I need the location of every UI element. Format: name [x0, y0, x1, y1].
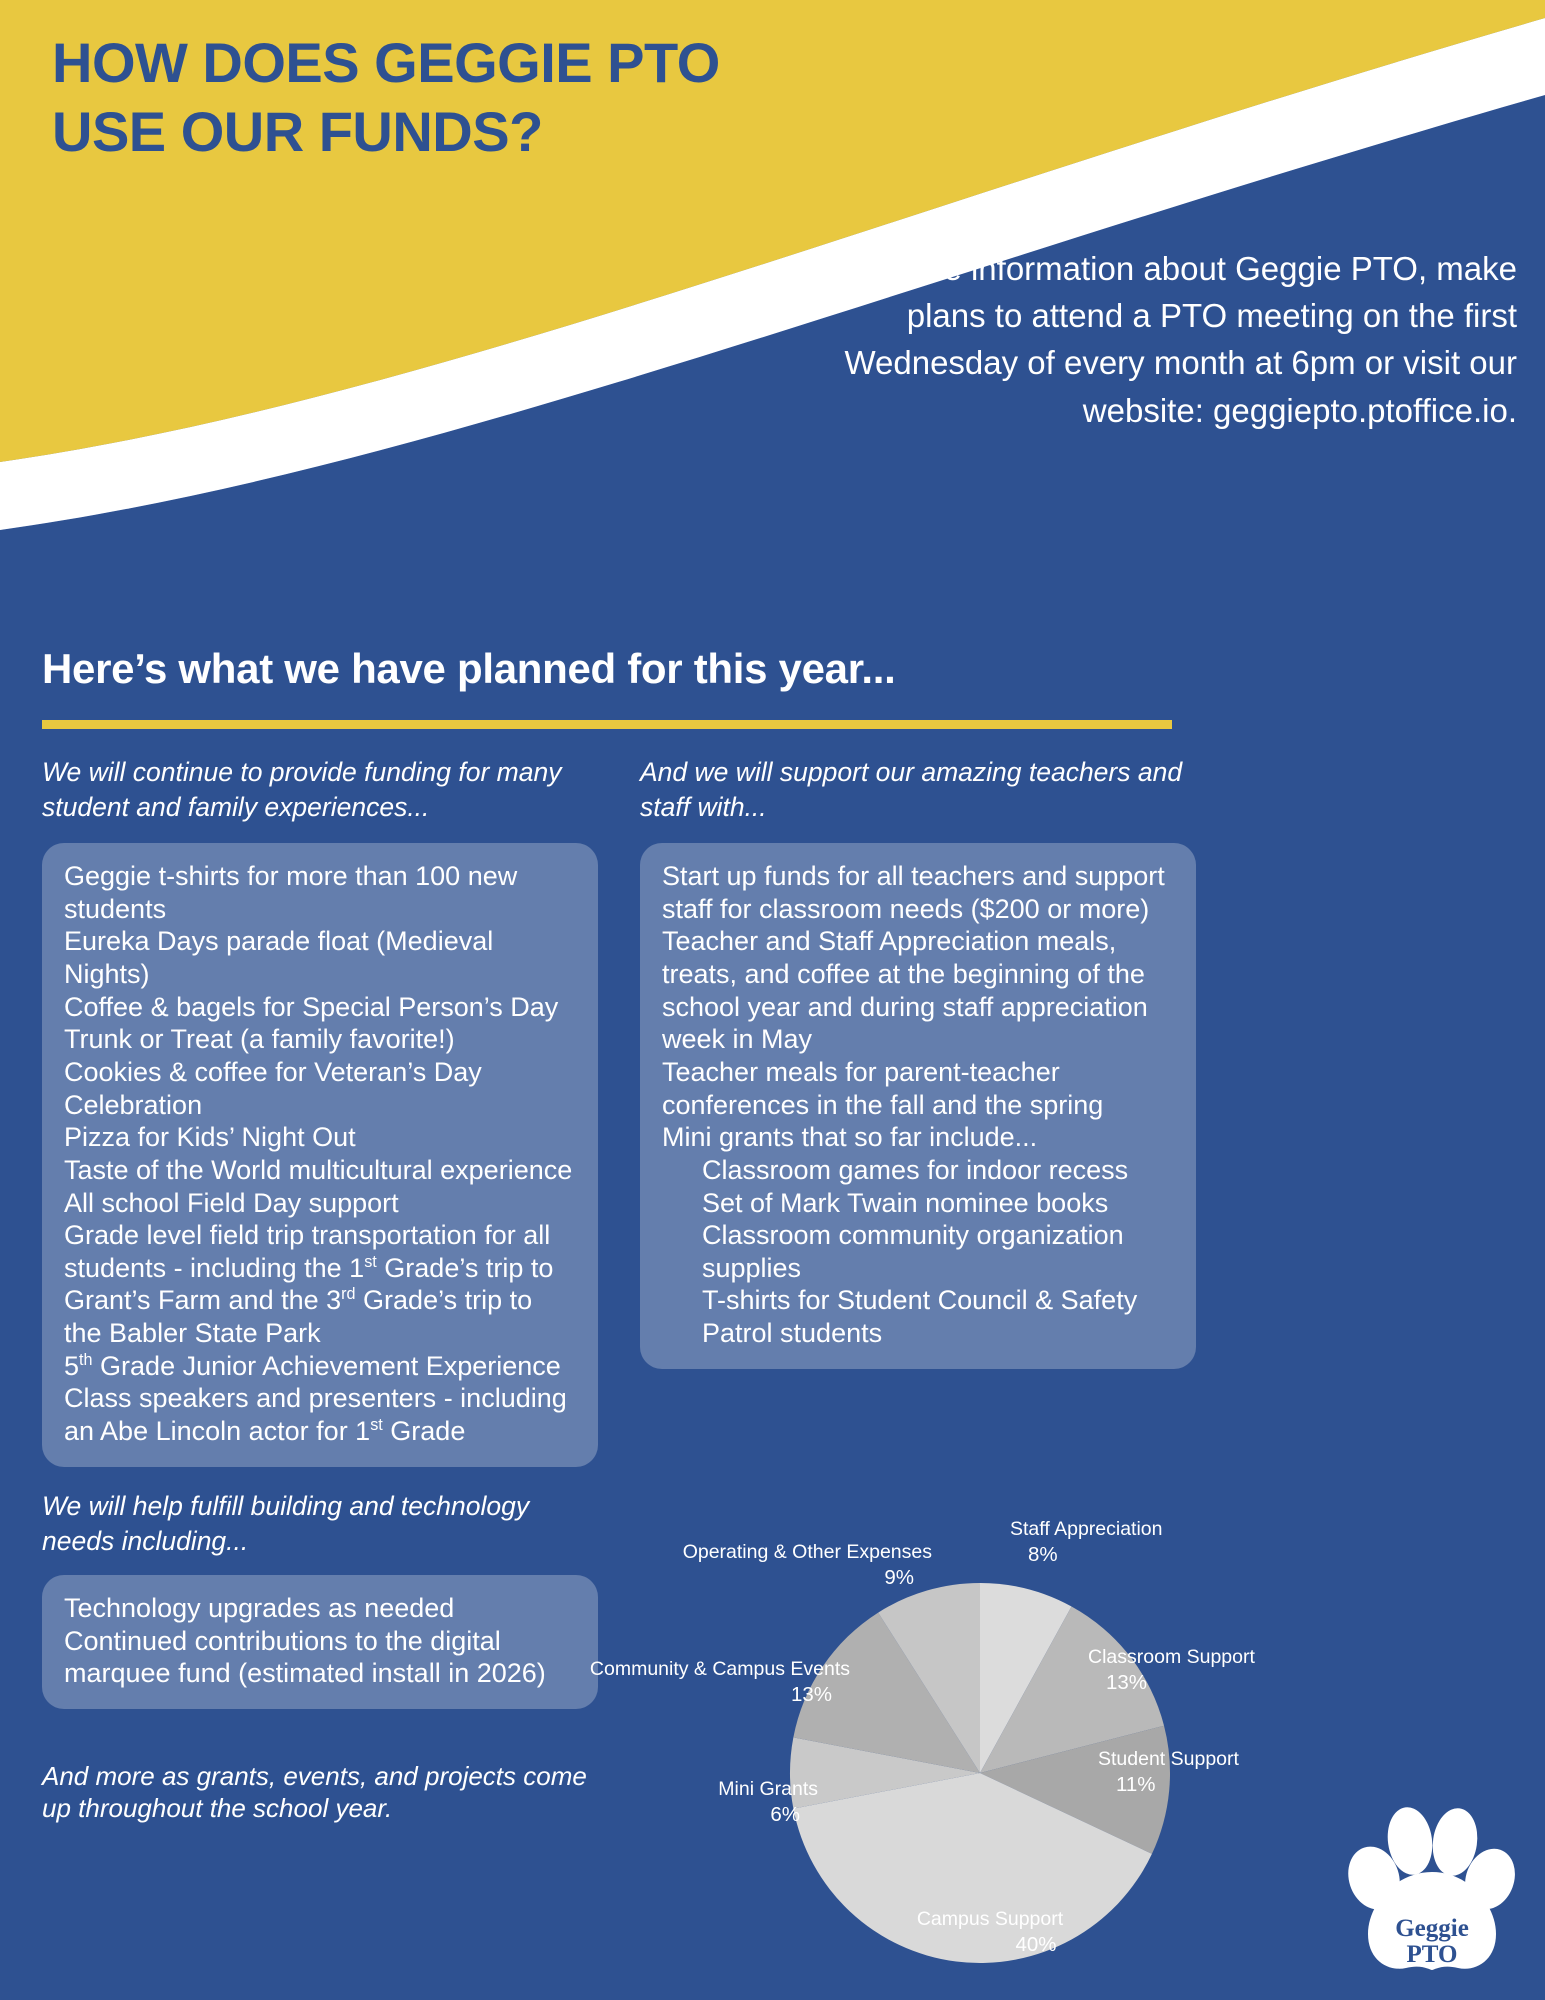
right-column-intro: And we will support our amazing teachers and staff with... — [640, 757, 1183, 822]
pie-slice-label: Mini Grants — [718, 1778, 818, 1800]
technology-list — [42, 1575, 598, 1709]
pie-slice-value: 13% — [1106, 1671, 1148, 1694]
list-item: Trunk or Treat (a family favorite!) — [64, 1024, 455, 1055]
list-item: Continued contributions to the digital marquee fund (estimated install in 2026) — [64, 1625, 546, 1689]
list-item: Grade level field trip transportation for all students - including the 1st Grade’s trip to Grant’s Farm and the 3rd Grade’s trip to the Babler State Park — [64, 1220, 554, 1349]
pie-slice-value: 6% — [770, 1803, 800, 1826]
pie-slice-value: 9% — [884, 1566, 914, 1589]
funds-allocation-pie-chart — [589, 1495, 1260, 2000]
list-item: Teacher and Staff Appreciation meals, treats, and coffee at the beginning of the school year and during staff appreciation week in May — [662, 926, 1148, 1055]
list-item: Technology upgrades as needed — [64, 1593, 455, 1623]
pie-slice-label: Campus Support — [916, 1908, 1064, 1930]
geggie-pto-logo — [1330, 1800, 1520, 1990]
right-column — [640, 755, 1196, 1369]
list-item: 5th Grade Junior Achievement Experience — [64, 1350, 561, 1381]
pie-slice-label: Community & Campus Events — [589, 1658, 850, 1680]
list-item: Taste of the World multicultural experience — [64, 1154, 573, 1185]
list-item: Coffee & bagels for Special Person’s Day — [64, 991, 559, 1022]
logo-line-1: Geggie — [1395, 1915, 1469, 1942]
logo-line-2: PTO — [1406, 1941, 1458, 1968]
pie-slice-value: 13% — [790, 1683, 832, 1706]
yellow-divider-rule — [42, 720, 1172, 729]
pie-slice-label: Student Support — [1098, 1748, 1239, 1770]
list-item: Eureka Days parade float (Medieval Nights) — [64, 926, 494, 989]
page-title: HOW DOES GEGGIE PTO USE OUR FUNDS? — [52, 31, 720, 164]
list-item: Classroom games for indoor recess — [702, 1154, 1129, 1185]
list-item: T-shirts for Student Council & Safety Patrol students — [702, 1285, 1138, 1349]
info-paragraph: For more information about Geggie PTO, make plans to attend a PTO meeting on the first Wednesday of every month at 6pm or visit our website: geggiepto.ptoffice.io. — [827, 250, 1517, 429]
list-item: Mini grants that so far include... — [662, 1122, 1038, 1153]
list-item: Teacher meals for parent-teacher conferences in the fall and the spring — [662, 1056, 1104, 1120]
list-item: Cookies & coffee for Veteran’s Day Celebration — [64, 1056, 482, 1120]
list-item: Geggie t-shirts for more than 100 new students — [64, 860, 518, 924]
pie-slice-value: 8% — [1028, 1543, 1058, 1566]
technology-needs-box — [42, 1575, 598, 1709]
left-column — [42, 755, 598, 1467]
technology-intro: We will help fulfill building and technology needs including... — [42, 1491, 530, 1556]
list-item: Start up funds for all teachers and support staff for classroom needs ($200 or more) — [662, 860, 1165, 924]
list-item: Classroom community organization supplies — [702, 1220, 1124, 1283]
left-column-intro: We will continue to provide funding for many student and family experiences... — [42, 757, 562, 822]
pie-slice-label: Staff Appreciation — [1010, 1518, 1163, 1540]
student-family-experiences-box — [42, 843, 598, 1467]
list-item: All school Field Day support — [64, 1187, 399, 1218]
pie-slice-value: 11% — [1116, 1773, 1156, 1796]
list-item: Set of Mark Twain nominee books — [702, 1187, 1109, 1218]
pie-slice-label: Classroom Support — [1088, 1646, 1255, 1668]
pie-slice-value: 40% — [1015, 1933, 1057, 1956]
list-item: Pizza for Kids’ Night Out — [64, 1122, 356, 1153]
closing-note: And more as grants, events, and projects come up throughout the school year. — [42, 1761, 587, 1823]
pie-slice-label: Operating & Other Expenses — [682, 1541, 932, 1563]
section-heading: Here’s what we have planned for this year... — [42, 645, 896, 692]
teacher-staff-support-box — [640, 843, 1196, 1369]
list-item: Class speakers and presenters - including an Abe Lincoln actor for 1st Grade — [64, 1383, 567, 1447]
